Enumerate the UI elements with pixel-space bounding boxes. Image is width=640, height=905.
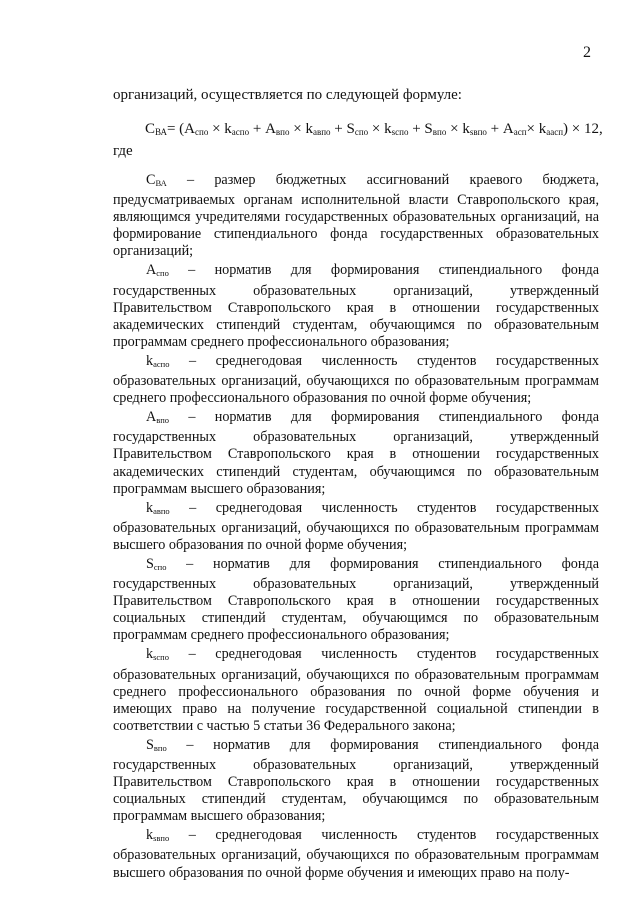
definition-text: – среднегодовая численность студентов государственных образовательных организаций, обучающихся по образовательным программам высшего образования по очной форме обучения; xyxy=(113,499,599,553)
definition-a-vpo xyxy=(113,409,599,497)
definition-text: – норматив для формирования стипендиального фонда государственных образовательных организаций, утвержденный Правительством Ставропольского края в отношении государственных социальных стипендий студентам, обучающимся по образовательным программам высшего образования; xyxy=(113,736,599,825)
definition-s-spo xyxy=(113,556,599,644)
definition-k-avpo xyxy=(113,500,599,554)
definition-symbol: $S_{впо}$ xyxy=(146,736,167,753)
formula-term-k-sspo: $k_{sспо}$ xyxy=(384,121,409,137)
formula-lhs: $С_{ВА}$ xyxy=(145,121,167,137)
definition-symbol: $А_{впо}$ xyxy=(146,409,170,426)
formula-term-k-avpo: $k_{авпо}$ xyxy=(305,121,331,137)
definition-symbol: $S_{спо}$ xyxy=(146,555,167,572)
definition-symbol: $k_{sспо}$ xyxy=(146,646,169,663)
definition-symbol: $С_{ВА}$ xyxy=(146,172,167,188)
definition-text: – среднегодовая численность студентов государственных образовательных организаций, обучающихся по образовательным программам среднего профессионального образования по очной форме обучения; xyxy=(113,352,599,407)
formula-term-k-svpo: $k_{sвпо}$ xyxy=(462,121,487,137)
formula-term-k-aasp: $k_{аасп}$ xyxy=(538,121,564,137)
definition-k-svpo xyxy=(113,827,599,881)
definition-symbol: $А_{спо}$ xyxy=(146,262,169,279)
formula-term-s-vpo: $S_{впо}$ xyxy=(424,121,447,137)
where-label: где xyxy=(113,143,133,159)
formula-term-a-asp: $А_{асп}$ xyxy=(502,121,527,137)
formula: $С_{ВА}= (А_{спо} \times k_{аспо} + А_{впо} \times k_{авпо} + S_{спо} \times k_{sспо} + S_{впо} \times k_{sвпо} + А_{асп}\times k_{аасп}) \times 12$, xyxy=(145,121,603,137)
definition-text: – норматив для формирования стипендиального фонда государственных образовательных организаций, утвержденный Правительством Ставропольского края в отношении государственных социальных стипендий студентам, обучающимся по образовательным программам среднего профессионального образования; xyxy=(113,555,599,644)
definition-a-spo xyxy=(113,262,599,350)
definition-k-aspo xyxy=(113,353,599,407)
definition-k-sspo xyxy=(113,646,599,734)
definition-text: – размер бюджетных ассигнований краевого бюджета, предусматриваемых органам исполнительной власти Ставропольского края, являющимся учредителями государственных образовательных организаций, на формирование стипендиального фонда государственных образовательных организаций; xyxy=(113,172,599,260)
formula-term-a-vpo: $А_{впо}$ xyxy=(265,121,290,137)
definition-symbol: $k_{аспо}$ xyxy=(146,352,170,369)
definition-s-vpo xyxy=(113,737,599,825)
page-number: 2 xyxy=(583,44,591,61)
definition-c-va xyxy=(113,172,599,260)
definition-symbol: $k_{sвпо}$ xyxy=(146,827,170,844)
definition-text: – норматив для формирования стипендиального фонда государственных образовательных организаций, утвержденный Правительством Ставропольского края в отношении государственных академических стипендий студентам, обучающимся по образовательным программам высшего образования; xyxy=(113,409,599,497)
definition-text: – среднегодовая численность студентов государственных образовательных организаций, обучающихся по образовательным программам среднего профессионального образования по очной форме обучения и имеющих право на получение государственной социальной стипендии в соответствии с частью 5 статьи 36 Федерального закона; xyxy=(113,646,599,734)
formula-term-s-spo: $S_{спо}$ xyxy=(346,121,369,137)
formula-term-k-aspo: $k_{аспо}$ xyxy=(224,121,250,137)
intro-text: организаций, осуществляется по следующей формуле: xyxy=(113,87,462,103)
definition-text: – норматив для формирования стипендиального фонда государственных образовательных организаций, утвержденный Правительством Ставропольского края в отношении государственных академических стипендий студентам, обучающимся по образовательным программам среднего профессионального образования; xyxy=(113,262,599,350)
definition-symbol: $k_{авпо}$ xyxy=(146,499,170,516)
definition-text: – среднегодовая численность студентов государственных образовательных организаций, обучающихся по образовательным программам высшего образования по очной форме обучения и имеющих право на полу- xyxy=(113,827,599,881)
definitions-list xyxy=(113,172,599,884)
formula-term-a-spo: $А_{спо}$ xyxy=(184,121,209,137)
